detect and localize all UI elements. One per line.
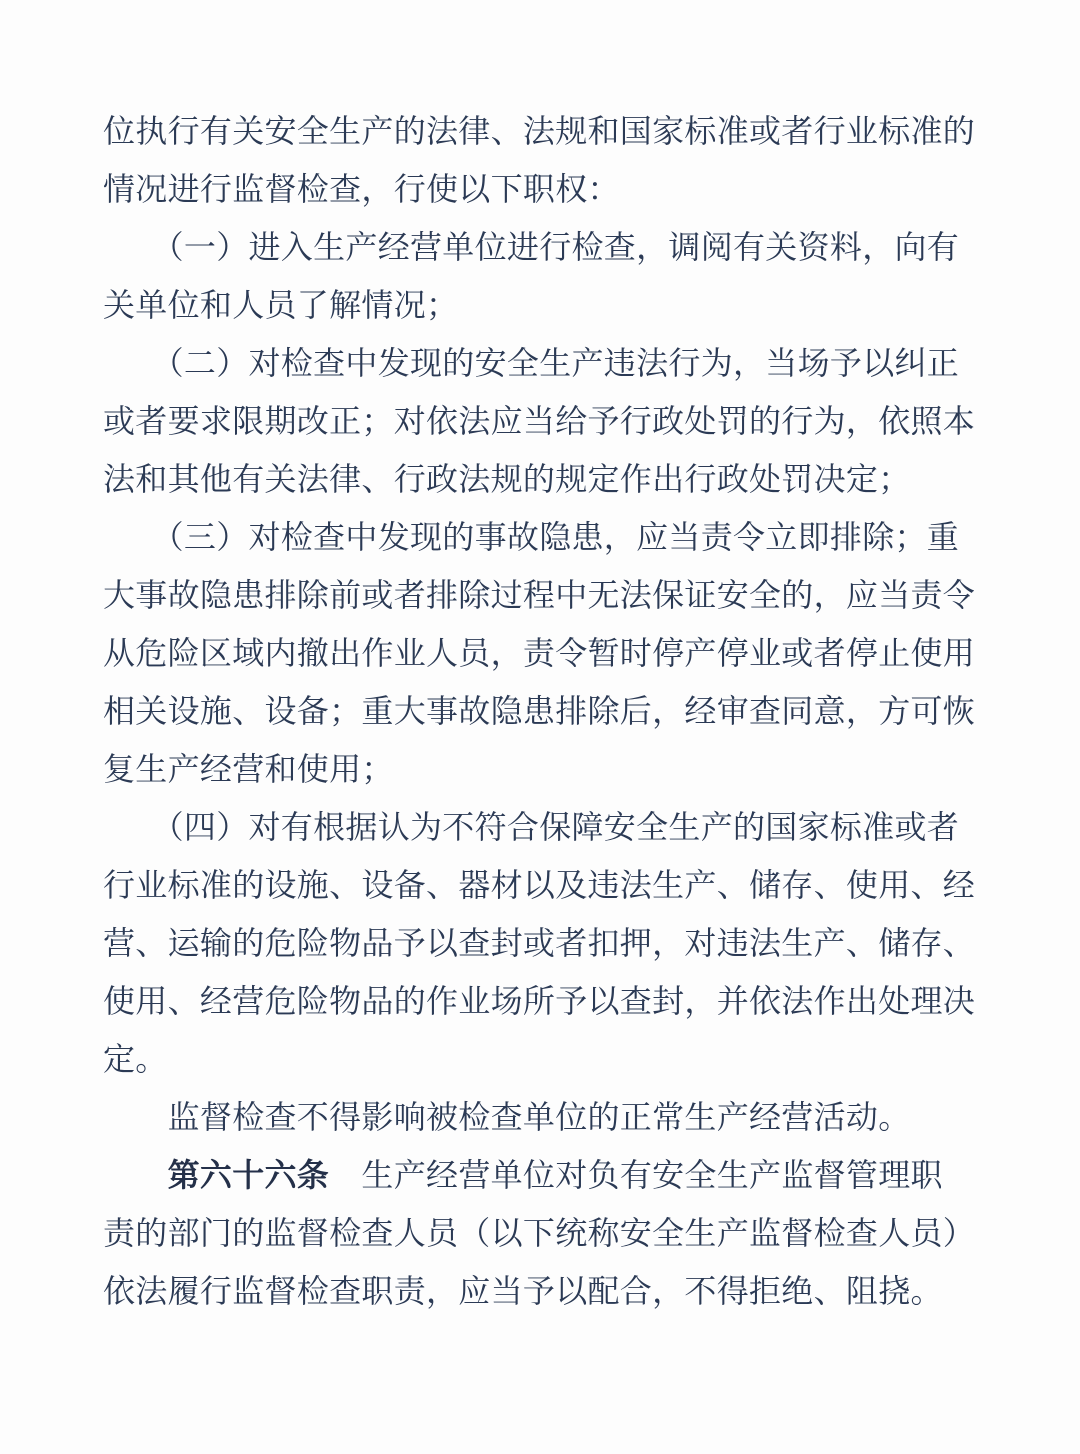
text-line xyxy=(103,218,980,276)
text-line xyxy=(103,856,980,914)
text-segment: 生产经营单位对负有安全生产监督管理职 xyxy=(329,1157,943,1193)
text-segment: 责的部门的监督检查人员（以下统称安全生产监督检查人员） xyxy=(103,1215,976,1251)
text-segment: 复生产经营和使用； xyxy=(103,751,394,787)
text-line xyxy=(103,1030,980,1088)
text-segment: 行业标准的设施、设备、器材以及违法生产、储存、使用、经 xyxy=(103,867,976,903)
text-line xyxy=(103,740,980,798)
text-segment: 从危险区域内撤出作业人员，责令暂时停产停业或者停止使用 xyxy=(103,635,976,671)
text-segment xyxy=(103,1157,168,1193)
text-segment: 关单位和人员了解情况； xyxy=(103,287,459,323)
text-segment: 位执行有关安全生产的法律、法规和国家标准或者行业标准的 xyxy=(103,113,976,149)
article-number: 第六十六条 xyxy=(167,1157,330,1193)
law-text-block xyxy=(103,102,980,1320)
text-line xyxy=(103,450,980,508)
text-segment: 监督检查不得影响被检查单位的正常生产经营活动。 xyxy=(103,1099,911,1135)
text-line xyxy=(103,972,980,1030)
text-segment: （二）对检查中发现的安全生产违法行为，当场予以纠正 xyxy=(103,345,960,381)
text-segment: 情况进行监督检查，行使以下职权： xyxy=(103,171,620,207)
text-line xyxy=(103,682,980,740)
text-line xyxy=(103,1204,980,1262)
text-line xyxy=(103,160,980,218)
text-line xyxy=(103,1088,980,1146)
text-segment: 法和其他有关法律、行政法规的规定作出行政处罚决定； xyxy=(103,461,911,497)
text-segment: 或者要求限期改正；对依法应当给予行政处罚的行为，依照本 xyxy=(103,403,976,439)
text-segment: 使用、经营危险物品的作业场所予以查封，并依法作出处理决 xyxy=(103,983,976,1019)
text-segment: （四）对有根据认为不符合保障安全生产的国家标准或者 xyxy=(103,809,960,845)
text-line xyxy=(103,914,980,972)
text-segment: （三）对检查中发现的事故隐患，应当责令立即排除；重 xyxy=(103,519,960,555)
text-segment: 依法履行监督检查职责，应当予以配合，不得拒绝、阻挠。 xyxy=(103,1273,943,1309)
text-line xyxy=(103,798,980,856)
text-line xyxy=(103,276,980,334)
text-line xyxy=(103,1262,980,1320)
text-line xyxy=(103,334,980,392)
text-segment: 营、运输的危险物品予以查封或者扣押，对违法生产、储存、 xyxy=(103,925,976,961)
text-line xyxy=(103,566,980,624)
text-segment: 大事故隐患排除前或者排除过程中无法保证安全的，应当责令 xyxy=(103,577,976,613)
text-line xyxy=(103,508,980,566)
text-segment: 相关设施、设备；重大事故隐患排除后，经审查同意，方可恢 xyxy=(103,693,976,729)
text-line xyxy=(103,102,980,160)
text-line xyxy=(103,624,980,682)
text-segment: 定。 xyxy=(103,1041,168,1077)
text-line xyxy=(103,1146,980,1204)
text-line xyxy=(103,392,980,450)
text-segment: （一）进入生产经营单位进行检查，调阅有关资料，向有 xyxy=(103,229,960,265)
